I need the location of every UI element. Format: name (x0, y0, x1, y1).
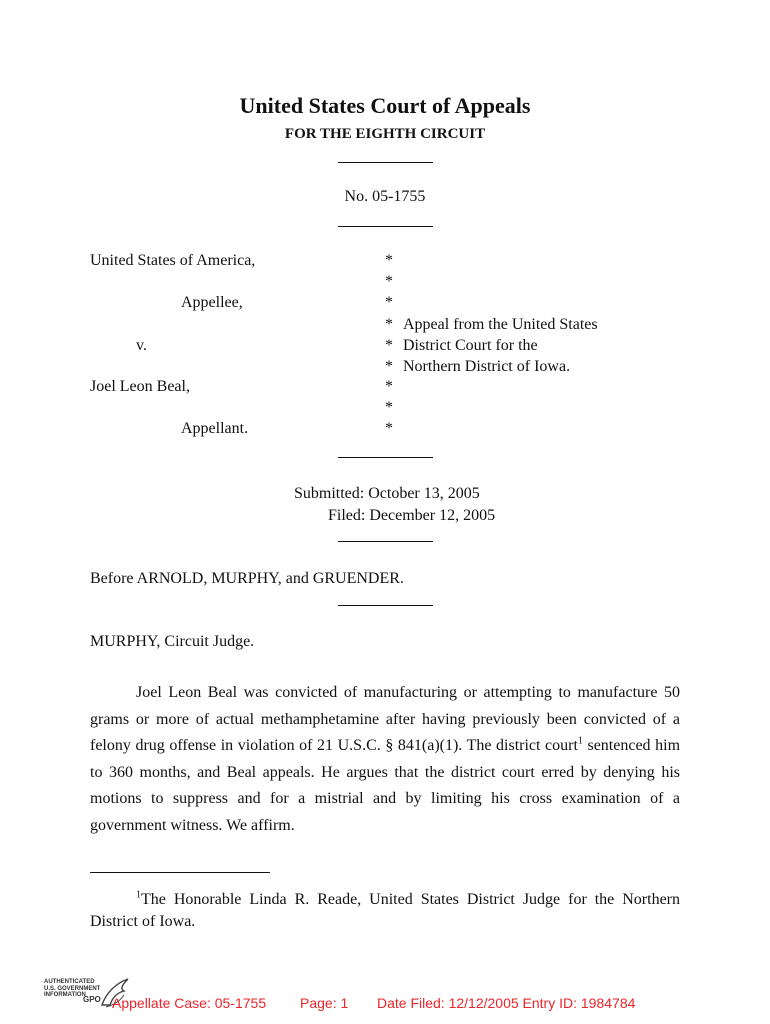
filed-date: Filed: December 12, 2005 (328, 507, 496, 524)
footnote-rule (90, 872, 270, 873)
opinion-text-part-2: sentenced him to 360 months, and Beal appeals. He argues that the district court erred by denying his motions to suppress and for a mistrial and by limiting his cross examination of a government witness. We affirm. (90, 737, 681, 834)
defendant-role: Appellant. (181, 420, 249, 437)
footnote-reference[interactable]: 1 (577, 735, 583, 747)
appeal-from-line-3: Northern District of Iowa. (403, 358, 571, 375)
footer-page: Page: 1 (300, 995, 349, 1011)
panel-judges: Before ARNOLD, MURPHY, and GRUENDER. (90, 570, 404, 587)
appeal-from-line-1: Appeal from the United States (403, 316, 598, 333)
divider-rule (338, 457, 433, 458)
caption-star: * (385, 294, 393, 311)
divider-rule (338, 162, 433, 163)
divider-rule (338, 605, 433, 606)
opinion-text-part-1: Joel Leon Beal was convicted of manufacturing or attempting to manufacture 50 grams or more of actual methamphetamine after having previously been convicted of a felony drug offense in violation of 21 U.S.C. § 841(a)(1). The district court (90, 684, 680, 755)
footer-date-entry: Date Filed: 12/12/2005 Entry ID: 1984784 (377, 995, 636, 1011)
footnote-text: The Honorable Linda R. Reade, United States District Judge for the Northern District of Iowa. (90, 891, 680, 930)
caption-star: * (385, 420, 393, 437)
case-number: No. 05-1755 (344, 188, 426, 205)
caption-star: * (385, 316, 393, 333)
footer-case-number: Appellate Case: 05-1755 (112, 995, 267, 1011)
caption-star: * (385, 337, 393, 354)
plaintiff-name: United States of America, (90, 252, 256, 269)
caption-star: * (385, 378, 393, 395)
circuit-subtitle: FOR THE EIGHTH CIRCUIT (284, 126, 486, 142)
gpo-seal-label: GPO (83, 995, 101, 1004)
caption-star: * (385, 273, 393, 290)
footnote-marker: 1 (136, 889, 141, 901)
gpo-seal-line-3: INFORMATION (44, 992, 86, 998)
gpo-seal-line-2: U.S. GOVERNMENT (44, 985, 101, 992)
caption-star: * (385, 399, 393, 416)
footnote (90, 889, 680, 933)
appeal-from-line-2: District Court for the (403, 337, 538, 354)
caption-star: * (385, 358, 393, 375)
gpo-seal-line-1: AUTHENTICATED (44, 979, 95, 985)
divider-rule (338, 226, 433, 227)
court-title: United States Court of Appeals (239, 93, 531, 118)
opinion-author: MURPHY, Circuit Judge. (90, 633, 255, 650)
submitted-date: Submitted: October 13, 2005 (294, 485, 480, 502)
opinion-paragraph (90, 680, 680, 840)
caption-star: * (385, 252, 393, 269)
versus: v. (136, 337, 147, 354)
plaintiff-role: Appellee, (181, 294, 243, 311)
divider-rule (338, 541, 433, 542)
defendant-name: Joel Leon Beal, (90, 378, 190, 395)
